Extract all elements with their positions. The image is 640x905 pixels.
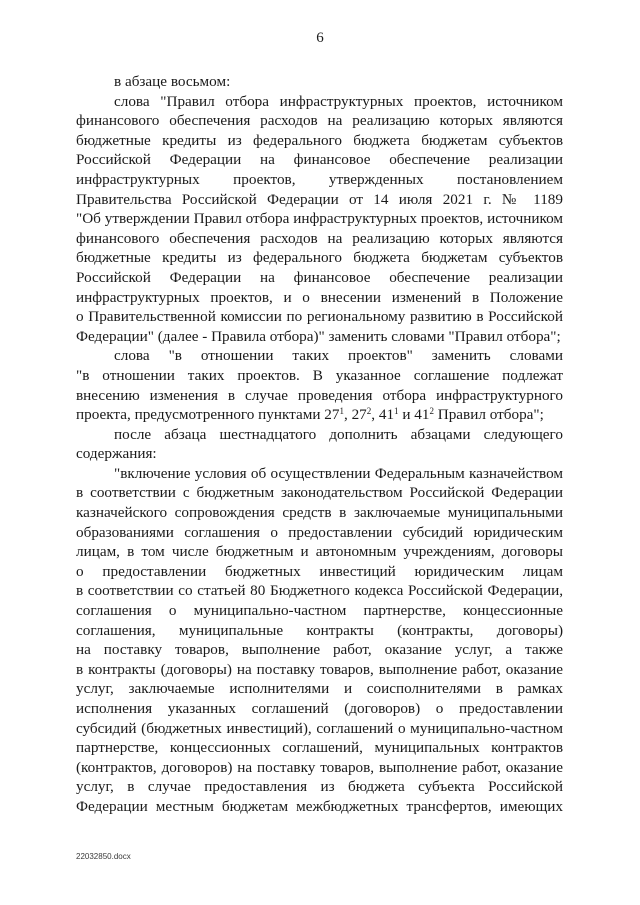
- text-line: казначейского сопровождения средств в заключаемые муниципальными: [76, 504, 563, 522]
- text-line: "включение условия об осуществлении Федеральным казначейством: [114, 464, 563, 482]
- text-line: в абзаце восьмом:: [114, 73, 231, 90]
- text-line: финансового обеспечения расходов на реализацию которых являются: [76, 229, 563, 247]
- text-line: соглашения, муниципальные контракты (контракты, договоры): [76, 621, 563, 639]
- text-line: внесению изменения в случае проведения отбора инфраструктурного: [76, 386, 563, 404]
- text-line: Правительства Российской Федерации от 14 июля 2021 г. № 1189: [76, 190, 563, 208]
- text-line: в контракты (договоры) на поставку товаров, выполнение работ, оказание: [76, 660, 563, 678]
- document-body: [76, 72, 563, 817]
- text-line: проекта, предусмотренного пунктами $27^1$, $27^2$, $41^1$ и $41^2$ Правил отбора";: [76, 406, 544, 424]
- text-line: на поставку товаров, выполнение работ, оказание услуг, а также: [76, 641, 563, 659]
- text-line: Федерации местным бюджетам межбюджетных трансфертов, имеющих: [76, 797, 563, 815]
- text-line: Российской Федерации на финансовое обеспечение реализации: [76, 151, 563, 169]
- text-line: (контрактов, договоров) на поставку товаров, выполнение работ, оказание: [76, 758, 563, 776]
- text-line: соглашения о муниципально-частном партнерстве, концессионные: [76, 602, 563, 620]
- text-line: слова "Правил отбора инфраструктурных проектов, источником: [114, 92, 563, 110]
- text-line: содержания:: [76, 445, 157, 463]
- text-line: о Правительственной комиссии по региональному развитию в Российской: [76, 308, 563, 326]
- text-line: "Об утверждении Правил отбора инфраструктурных проектов, источником: [76, 210, 563, 228]
- text-line: инфраструктурных проектов, утвержденных постановлением: [76, 170, 563, 188]
- text-line: исполнения указанных соглашений (договоров) о предоставлении: [76, 700, 563, 717]
- text-line: образованиями соглашения о предоставлении субсидий юридическим: [76, 523, 563, 541]
- text-line: инфраструктурных проектов, и о внесении изменений в Положение: [76, 288, 563, 306]
- text-line: после абзаца шестнадцатого дополнить абзацами следующего: [114, 425, 563, 443]
- text-line: бюджетные кредиты из федерального бюджета бюджетам субъектов: [76, 131, 563, 149]
- text-line: услуг, в случае предоставления из бюджета субъекта Российской: [76, 778, 563, 796]
- text-line: Российской Федерации на финансовое обеспечение реализации: [76, 268, 563, 286]
- text-line: "в отношении таких проектов. В указанное соглашение подлежат: [76, 366, 563, 384]
- text-line: в соответствии с бюджетным законодательством Российской Федерации: [76, 484, 563, 502]
- text-line: слова "в отношении таких проектов" заменить словами: [114, 347, 563, 365]
- text-line: о предоставлении бюджетных инвестиций юридическим лицам: [76, 562, 563, 580]
- text-line: субсидий (бюджетных инвестиций), соглашений о муниципально-частном: [76, 719, 563, 737]
- text-line: партнерстве, концессионных соглашений, муниципальных контрактов: [76, 739, 563, 757]
- text-line: Федерации" (далее - Правила отбора)" заменить словами "Правил отбора";: [76, 327, 561, 345]
- footer-filename: 22032850.docx: [76, 852, 131, 861]
- text-line: в соответствии со статьей 80 Бюджетного кодекса Российской Федерации,: [76, 582, 563, 600]
- text-line: финансового обеспечения расходов на реализацию которых являются: [76, 112, 563, 130]
- text-line: бюджетные кредиты из федерального бюджета бюджетам субъектов: [76, 249, 563, 267]
- text-line: лицам, в том числе бюджетным и автономным учреждениям, договоры: [76, 543, 563, 561]
- page-number: 6: [316, 30, 324, 46]
- text-line: услуг, заключаемые исполнителями и соисполнителями в рамках: [76, 680, 563, 698]
